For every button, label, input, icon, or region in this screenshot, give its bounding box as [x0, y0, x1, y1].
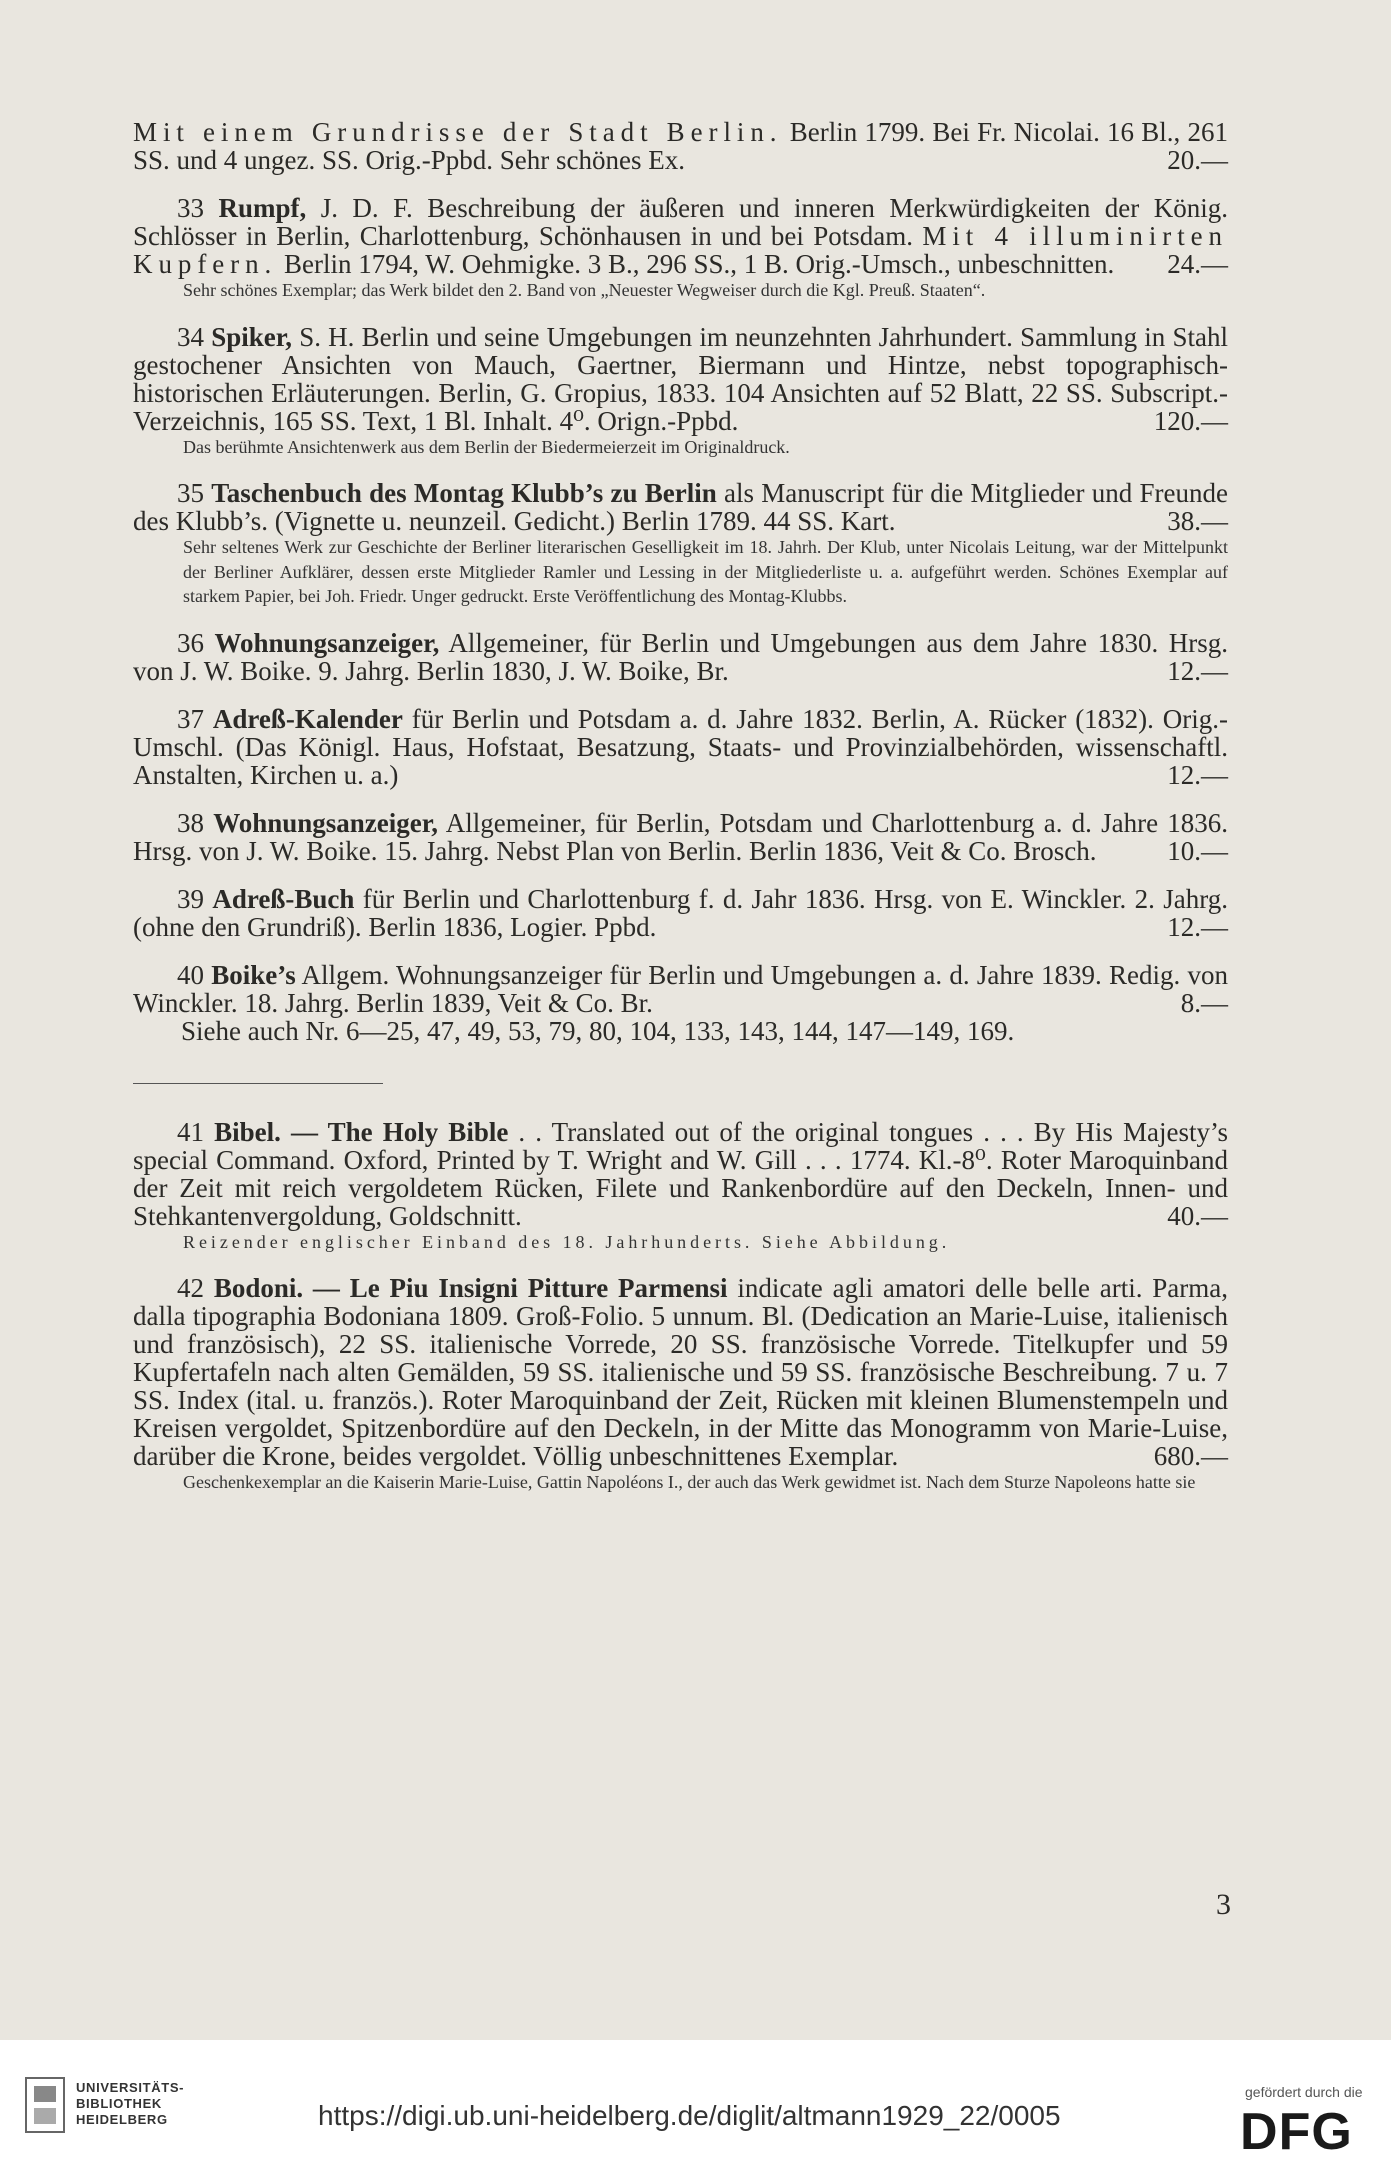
entry-author: Adreß-Buch	[212, 883, 355, 914]
entry-note: Sehr schönes Exemplar; das Werk bildet den 2. Band von „Neuester Wegweiser durch die Kgl. Preuß. Staaten“.	[183, 280, 986, 300]
entry-price: 120.—	[1153, 405, 1228, 436]
entry-author: Taschenbuch des Montag Klubb’s zu Berlin	[211, 478, 717, 508]
library-name-line: BIBLIOTHEK	[76, 2096, 162, 2111]
entry-price: 38.—	[1167, 506, 1228, 536]
entry-number: 38	[177, 807, 204, 838]
library-name-line: UNIVERSITÄTS-	[76, 2080, 185, 2095]
entry-number: 39	[177, 883, 204, 914]
entry-text: indicate agli amatori delle belle arti. Parma, dalla tipographia Bodoniana 1809. Groß-Folio. 5 unnum. Bl. (Dedication an Marie-Luise, italienisch und französisch), 22 SS. italienische Vorrede, 20 SS. französische Vorrede. Titelkupfer und 59 Kupfertafeln nach alten Gemälden, 59 SS. italienische und 59 SS. französische Beschreibung. 7 u. 7 SS. Index (ital. u. französ.). Roter Maroquinband der Zeit, Rücken mit kleinen Blumenstempeln und Kreisen vergoldet, Spitzenbordüre auf den Deckeln, in der Mitte das Monogramm von Marie-Luise, darüber die Krone, beides vergoldet. Völlig unbeschnittenes Exemplar.	[133, 1273, 1229, 1471]
entry-author: Boike’s	[211, 959, 296, 990]
entry-number: 40	[177, 959, 204, 990]
entry-text: . . Translated out of the original tongues . . . By His Majesty’s special Command. Oxford, Printed by T. Wright and W. Gill . . . 1774. Kl.-8⁰. Roter Maroquinband der Zeit mit reich vergoldetem Rücken, Filete und Rankenbordüre auf den Deckeln, Innen- und Stehkantenvergoldung, Goldschnitt.	[133, 1116, 1228, 1231]
catalog-entry-33	[133, 194, 1228, 278]
entry-spaced-text: Mit 4 illuminirten Kupfern.	[133, 221, 1228, 279]
university-seal-icon	[24, 2076, 66, 2134]
entry-price: 40.—	[1167, 1200, 1228, 1231]
entry-author: Rumpf,	[218, 193, 307, 223]
viewer-footer	[0, 2040, 1391, 2168]
entry-note: Reizender englischer Einband des 18. Jahrhunderts. Siehe Abbildung.	[183, 1231, 951, 1252]
catalog-entry-continued	[133, 118, 1228, 174]
entry-price: 10.—	[1167, 835, 1228, 866]
entry-text: für Berlin und Potsdam a. d. Jahre 1832. Berlin, A. Rücker (1832). Orig.-Umschl. (Das Königl. Haus, Hofstaat, Besatzung, Staats- und Provinzialbehörden, wissenschaftl. Anstalten, Kirchen u. a.)	[133, 703, 1229, 790]
entry-text: für Berlin und Charlottenburg f. d. Jahr 1836. Hrsg. von E. Winckler. 2. Jahrg. (ohne den Grundriß). Berlin 1836, Logier. Ppbd.	[133, 883, 1229, 942]
entry-author: Wohnungsanzeiger,	[214, 627, 440, 658]
entry-number: 33	[177, 193, 204, 223]
entry-text: S. H. Berlin und seine Umgebungen im neunzehnten Jahrhundert. Sammlung in Stahl gestochener Ansichten von Mauch, Gaertner, Biermann und Hintze, nebst topographisch-historischen Erläuterungen. Berlin, G. Gropius, 1833. 104 Ansichten auf 52 Blatt, 22 SS. Subscript.-Verzeichnis, 165 SS. Text, 1 Bl. Inhalt. 4⁰. Orign.-Ppbd.	[133, 321, 1228, 436]
entry-text: Berlin 1799. Bei Fr. Nicolai. 16 Bl., 261 SS. und 4 ungez. SS. Orig.-Ppbd. Sehr schönes Ex.	[133, 117, 1228, 175]
library-name-line: HEIDELBERG	[76, 2112, 168, 2127]
catalog-entry-41	[133, 1118, 1228, 1230]
catalog-entry-38	[133, 809, 1228, 865]
catalog-entry-37	[133, 705, 1228, 789]
entry-price: 8.—	[1180, 987, 1228, 1018]
entry-text: J. D. F. Beschreibung der äußeren und inneren Merkwürdigkeiten der König. Schlösser in Berlin, Charlottenburg, Schönhausen in und bei Potsdam.	[133, 193, 1228, 251]
entry-spaced-title: Mit einem Grundrisse der Stadt Berlin.	[133, 117, 783, 147]
catalog-entry-35	[133, 479, 1228, 535]
entry-author: Spiker,	[211, 321, 292, 352]
entry-note: Das berühmte Ansichtenwerk aus dem Berlin der Biedermeierzeit im Originaldruck.	[183, 436, 790, 457]
entry-number: 42	[177, 1273, 204, 1303]
entry-number: 35	[177, 478, 204, 508]
catalog-entry-34	[133, 323, 1228, 435]
catalog-entry-40	[133, 961, 1228, 1045]
entry-number: 37	[177, 703, 204, 734]
dfg-logo: DFG	[1240, 2103, 1353, 2161]
entry-number: 41	[177, 1116, 204, 1147]
entry-author: Bibel. — The Holy Bible	[214, 1116, 509, 1147]
entry-text: Allgem. Wohnungsanzeiger für Berlin und Umgebungen a. d. Jahre 1839. Redig. von Winckler. 18. Jahrg. Berlin 1839, Veit & Co. Br.	[133, 959, 1229, 1018]
section-divider	[133, 1083, 383, 1084]
entry-price: 12.—	[1167, 655, 1228, 686]
entry-author: Adreß-Kalender	[212, 703, 403, 734]
entry-number: 34	[177, 321, 204, 352]
entry-text: Allgemeiner, für Berlin, Potsdam und Charlottenburg a. d. Jahre 1836. Hrsg. von J. W. Boike. 15. Jahrg. Nebst Plan von Berlin. Berlin 1836, Veit & Co. Brosch.	[133, 807, 1228, 866]
entry-price: 12.—	[1167, 911, 1228, 942]
see-also-line: Siehe auch Nr. 6—25, 47, 49, 53, 79, 80, 104, 133, 143, 144, 147—149, 169.	[181, 1015, 1015, 1046]
library-name	[76, 2080, 184, 2128]
catalog-entry-42	[133, 1274, 1228, 1470]
entry-author: Bodoni. — Le Piu Insigni Pitture Parmensi	[213, 1273, 728, 1303]
entry-price: 20.—	[1167, 145, 1228, 175]
entry-price: 680.—	[1153, 1441, 1228, 1471]
entry-note: Geschenkexemplar an die Kaiserin Marie-Luise, Gattin Napoléons I., der auch das Werk gewidmet ist. Nach dem Sturze Napoleons hatte sie	[183, 1472, 1196, 1492]
entry-price: 24.—	[1167, 249, 1228, 279]
entry-text: Allgemeiner, für Berlin und Umgebungen aus dem Jahre 1830. Hrsg. von J. W. Boike. 9. Jahrg. Berlin 1830, J. W. Boike, Br.	[133, 627, 1228, 686]
entry-author: Wohnungsanzeiger,	[213, 807, 439, 838]
entry-note: Sehr seltenes Werk zur Geschichte der Berliner literarischen Geselligkeit im 18. Jahrh. Der Klub, unter Nicolais Leitung, war der Mittelpunkt der Berliner Aufklärer, dessen erste Mitglieder Ramler und Lessing in der Mitgliederliste u. a. aufgeführt werden. Schönes Exemplar auf starkem Papier, bei Joh. Friedr. Unger gedruckt. Erste Veröffentlichung des Montag-Klubbs.	[183, 537, 1228, 606]
entry-text-continued: Berlin 1794, W. Oehmigke. 3 B., 296 SS., 1 B. Orig.-Umsch., unbeschnitten.	[277, 249, 1115, 279]
permalink-url[interactable]: https://digi.ub.uni-heidelberg.de/diglit/altmann1929_22/0005	[318, 2100, 1061, 2131]
funding-caption: gefördert durch die	[1245, 2084, 1363, 2100]
entry-number: 36	[177, 627, 204, 658]
catalog-text	[133, 118, 1228, 1495]
page-number: 3	[1216, 1888, 1231, 1921]
catalog-entry-39	[133, 885, 1228, 941]
entry-price: 12.—	[1167, 759, 1228, 790]
catalog-entry-36	[133, 629, 1228, 685]
entry-text: als Manuscript für die Mitglieder und Freunde des Klubb’s. (Vignette u. neunzeil. Gedicht.) Berlin 1789. 44 SS. Kart.	[133, 478, 1228, 536]
